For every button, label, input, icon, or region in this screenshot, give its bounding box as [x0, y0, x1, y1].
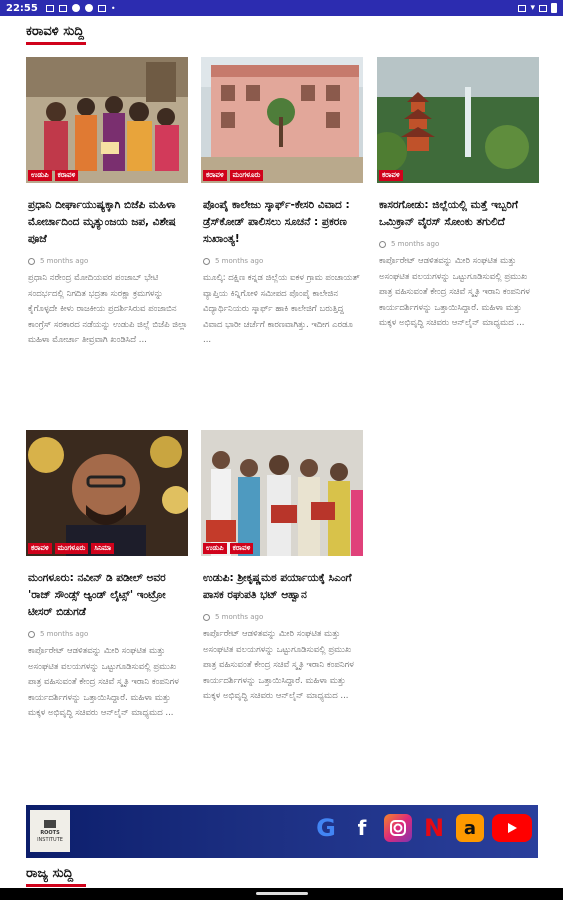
tag[interactable]: ಕರಾವಳಿ: [203, 170, 227, 181]
logo-line-1: ROOTS: [40, 830, 60, 836]
section-underline: [26, 884, 86, 887]
tag[interactable]: ಕರಾವಳಿ: [55, 170, 79, 181]
tag[interactable]: ಕರಾವಳಿ: [230, 543, 254, 554]
clock-icon: [379, 241, 386, 248]
logo-line-2: INSTITUTE: [37, 837, 63, 843]
article-card[interactable]: [377, 57, 539, 332]
system-navigation-bar: [0, 888, 563, 900]
article-thumbnail[interactable]: [26, 430, 188, 556]
netflix-icon: N: [423, 814, 445, 842]
article-excerpt: ಕಾರ್ಪೊರೇಟ್ ಆಡಳಿತವನ್ನು ಮೀರಿ ಸಂಘಟಿತ ಮತ್ತು ಅಸಂಘಟಿತ ವಲಯಗಳನ್ನು ಒಟ್ಟುಗೂಡಿಸುವಲ್ಲಿ ಪ್ರಮುಖ ಪಾತ್ರ ವಹಿಸುವಂತೆ ಕೇಂದ್ರ ಸಚಿವೆ ಸ್ಮೃತಿ ಇರಾನಿ ಕಂಪನಿಗಳ ಕಾರ್ಯದರ್ಶಿಗಳನ್ನು ಒತ್ತಾಯಿಸಿದ್ದಾರೆ. ಮಹಿಳಾ ಮತ್ತು ಮಕ್ಕಳ ಅಭಿವೃದ್ಧಿ ಸಚಿವರು ಆನ್‌ಲೈನ್ ಮಾಧ್ಯಮದ ...: [203, 629, 354, 701]
clock-icon: [28, 258, 35, 265]
google-icon: G: [316, 814, 336, 842]
vibrate-icon: [518, 5, 526, 12]
amazon-icon: a: [456, 814, 484, 842]
clock-icon: [203, 614, 210, 621]
article-title[interactable]: ಪೊಂಪೈ ಕಾಲೇಜು ಸ್ಕಾರ್ಫ್-ಕೇಸರಿ ವಿವಾದ : ಡ್ರೆಸ್‌ಕೋಡ್ ಪಾಲಿಸಲು ಸೂಚನೆ : ಪ್ರಕರಣ ಸುಖಾಂತ್ಯ!: [203, 199, 350, 245]
battery-icon: [551, 3, 557, 13]
gallery-notification-icon: [46, 5, 54, 12]
clock-icon: [203, 258, 210, 265]
instagram-icon: [384, 814, 412, 842]
tag[interactable]: ಮಂಗಳೂರು: [230, 170, 264, 181]
youtube-icon: [492, 814, 532, 842]
article-time: 5 months ago: [40, 257, 89, 265]
tag[interactable]: ಕರಾವಳಿ: [28, 543, 52, 554]
tag[interactable]: ಮಂಗಳೂರು: [55, 543, 89, 554]
article-excerpt: ಕಾರ್ಪೊರೇಟ್ ಆಡಳಿತವನ್ನು ಮೀರಿ ಸಂಘಟಿತ ಮತ್ತು ಅಸಂಘಟಿತ ವಲಯಗಳನ್ನು ಒಟ್ಟುಗೂಡಿಸುವಲ್ಲಿ ಪ್ರಮುಖ ಪಾತ್ರ ವಹಿಸುವಂತೆ ಕೇಂದ್ರ ಸಚಿವೆ ಸ್ಮೃತಿ ಇರಾನಿ ಕಂಪನಿಗಳ ಕಾರ್ಯದರ್ಶಿಗಳನ್ನು ಒತ್ತಾಯಿಸಿದ್ದಾರೆ. ಮಹಿಳಾ ಮತ್ತು ಮಕ್ಕಳ ಅಭಿವೃದ್ಧಿ ಸಚಿವರು ಆನ್‌ಲೈನ್ ಮಾಧ್ಯಮದ ...: [379, 256, 530, 328]
article-title[interactable]: ಮಂಗಳೂರು: ನವೀನ್ ಡಿ ಪಡೀಲ್ ಅವರ 'ರಾಜ್ ಸೌಂಡ್ಸ್ ಆ್ಯಂಡ್ ಲೈಟ್ಸ್' ಇಂಟ್ರೋ ಟೀಸರ್ ಬಿಡುಗಡೆ: [28, 572, 166, 618]
article-time: 5 months ago: [215, 257, 264, 265]
tag[interactable]: ಉಡುಪಿ: [203, 543, 227, 554]
article-excerpt: ಪ್ರಧಾನಿ ನರೇಂದ್ರ ಮೋದಿಯವರ ಪಂಜಾಬ್ ಭೇಟಿ ಸಂದರ್ಭದಲ್ಲಿ ನಿಗದಿತ ಭದ್ರತಾ ಸುರಕ್ಷಾ ಕ್ರಮಗಳನ್ನು ಕೈಗೊಳ್ಳದೇ ಕೀಳು ರಾಜಕೀಯ ಪ್ರದರ್ಶಿಸಿರುವ ಪಂಜಾಬಿನ ಕಾಂಗ್ರೆಸ್ ಸರಕಾರದ ನಡೆಯನ್ನು ಉಡುಪಿ ಜಿಲ್ಲೆ ಬಿಜೆಪಿ ಜಿಲ್ಲಾ ಮಹಿಳಾ ಮೋರ್ಚಾ ತೀವ್ರವಾಗಿ ಖಂಡಿಸಿದೆ ...: [28, 273, 188, 345]
article-card[interactable]: [201, 57, 363, 349]
facebook-icon: f: [357, 816, 367, 840]
article-time: 5 months ago: [40, 630, 89, 638]
tag[interactable]: ಉಡುಪಿ: [28, 170, 52, 181]
app-notification-icon-2: [85, 4, 93, 12]
article-card[interactable]: [201, 430, 363, 705]
section-title-rajya[interactable]: ರಾಜ್ಯ ಸುದ್ದಿ: [26, 866, 73, 881]
article-time: 5 months ago: [215, 613, 264, 621]
ad-banner[interactable]: [26, 805, 538, 858]
tag[interactable]: ಕರಾವಳಿ: [379, 170, 403, 181]
article-time: 5 months ago: [391, 240, 440, 248]
article-thumbnail[interactable]: [201, 57, 363, 183]
status-bar: [0, 0, 563, 16]
section-underline: [26, 42, 86, 45]
article-title[interactable]: ಪ್ರಧಾನಿ ದೀರ್ಘಾಯುಷ್ಯಕ್ಕಾಗಿ ಬಿಜೆಪಿ ಮಹಿಳಾ ಮೋರ್ಚಾದಿಂದ ಮೃತ್ಯುಂಜಯ ಜಪ, ವಿಶೇಷ ಪೂಜೆ: [28, 199, 176, 245]
status-time: 22:55: [6, 2, 38, 14]
article-excerpt: ಕಾರ್ಪೊರೇಟ್ ಆಡಳಿತವನ್ನು ಮೀರಿ ಸಂಘಟಿತ ಮತ್ತು ಅಸಂಘಟಿತ ವಲಯಗಳನ್ನು ಒಟ್ಟುಗೂಡಿಸುವಲ್ಲಿ ಪ್ರಮುಖ ಪಾತ್ರ ವಹಿಸುವಂತೆ ಕೇಂದ್ರ ಸಚಿವೆ ಸ್ಮೃತಿ ಇರಾನಿ ಕಂಪನಿಗಳ ಕಾರ್ಯದರ್ಶಿಗಳನ್ನು ಒತ್ತಾಯಿಸಿದ್ದಾರೆ. ಮಹಿಳಾ ಮತ್ತು ಮಕ್ಕಳ ಅಭಿವೃದ್ಧಿ ಸಚಿವರು ಆನ್‌ಲೈನ್ ಮಾಧ್ಯಮದ ...: [28, 646, 179, 718]
article-thumbnail[interactable]: [26, 57, 188, 183]
more-notifications-icon: •: [110, 3, 116, 13]
article-excerpt: ಮೂಲ್ಕಿ: ದಕ್ಷಿಣ ಕನ್ನಡ ಜಿಲ್ಲೆಯ ಐಕಳ ಗ್ರಾಮ ಪಂಚಾಯತ್ ವ್ಯಾಪ್ತಿಯ ಕಿನ್ನಿಗೋಳಿ ಸಮೀಪದ ಪೊಂಪೈ ಕಾಲೇಜಿನ ವಿದ್ಯಾರ್ಥಿನಿಯರು ಸ್ಕಾರ್ಫ್ ಹಾಕಿ ಕಾಲೇಜಿಗೆ ಬರುತ್ತಿದ್ದ ವಿವಾದ ಭಾರೀ ಚರ್ಚೆಗೆ ಕಾರಣವಾಗಿತ್ತು. ಇದೀಗ ಎರಡೂ ...: [203, 273, 360, 345]
roots-institute-logo: [30, 810, 70, 852]
article-title[interactable]: ಕಾಸರಗೋಡು: ಜಿಲ್ಲೆಯಲ್ಲಿ ಮತ್ತೆ ಇಬ್ಬರಿಗೆ ಒಮಿಕ್ರಾನ್ ವೈರಸ್ ಸೋಂಕು ತಗುಲಿದೆ: [379, 199, 518, 228]
home-gesture-handle[interactable]: [256, 892, 308, 895]
article-card[interactable]: [26, 57, 188, 349]
wifi-icon: ▾: [530, 3, 535, 13]
tag[interactable]: ಸಿನಿಮಾ: [91, 543, 114, 554]
article-thumbnail[interactable]: [377, 57, 539, 183]
app-notification-icon: [72, 4, 80, 12]
youtube-notification-icon: [98, 5, 106, 12]
article-card[interactable]: [26, 430, 188, 722]
message-notification-icon: [59, 5, 67, 12]
no-sim-icon: [539, 5, 547, 12]
clock-icon: [28, 631, 35, 638]
article-thumbnail[interactable]: [201, 430, 363, 556]
article-title[interactable]: ಉಡುಪಿ: ಶ್ರೀಕೃಷ್ಣಮಠ ಪರ್ಯಾಯಕ್ಕೆ ಸಿಎಂಗೆ ಪಾಸಕ ರಘುಪತಿ ಭಟ್ ಆಹ್ವಾನ: [203, 572, 352, 601]
section-title-karavali[interactable]: ಕರಾವಳಿ ಸುದ್ದಿ: [26, 24, 84, 39]
